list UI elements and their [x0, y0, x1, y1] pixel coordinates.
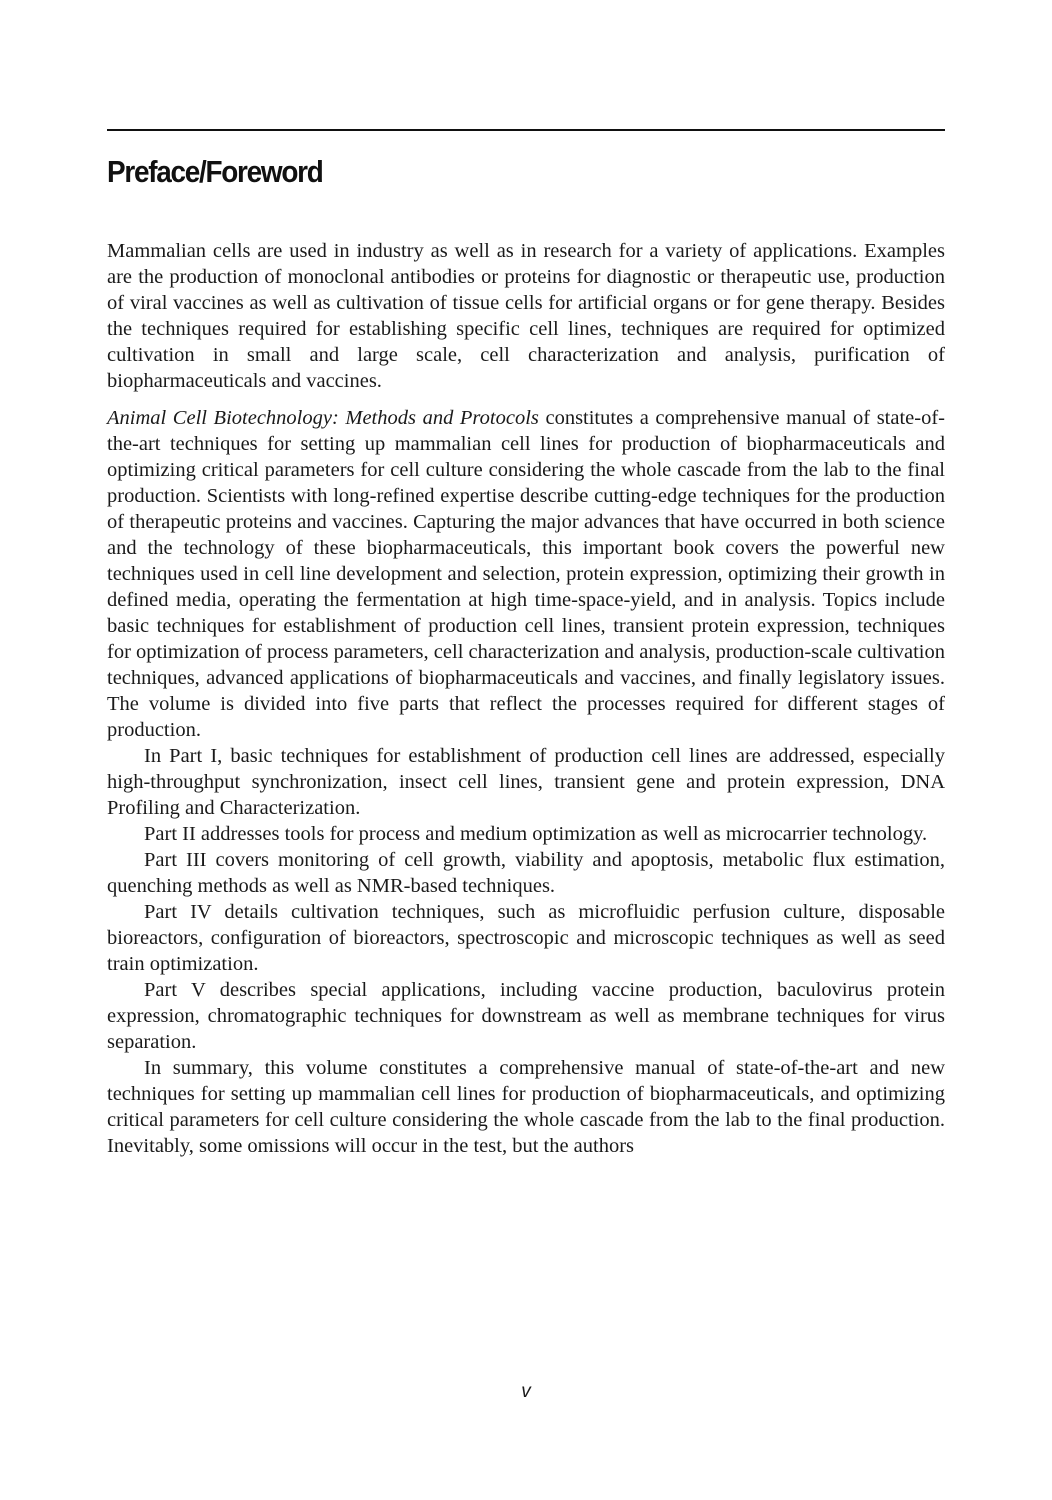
page — [107, 0, 945, 1500]
page-title: Preface/Foreword — [107, 154, 323, 189]
paragraph-part-1: In Part I, basic techniques for establishment of production cell lines are addressed, especially high-throughput synchronization, insect cell lines, transient gene and protein expression, DNA Profiling and Characterization. — [107, 745, 945, 819]
paragraph-part-4: Part IV details cultivation techniques, such as microfluidic perfusion culture, disposable bioreactors, configuration of bioreactors, spectroscopic and microscopic techniques as well as seed train optimization. — [107, 901, 945, 975]
paragraph-summary: In summary, this volume constitutes a comprehensive manual of state-of-the-art and new techniques for setting up mammalian cell lines for production of biopharmaceuticals, and optimizing critical parameters for cell culture considering the whole cascade from the lab to the final production. Inevitably, some omissions will occur in the test, but the authors — [107, 1057, 945, 1157]
paragraph-overview-text: constitutes a comprehensive manual of state-of-the-art techniques for setting up mammalian cell lines for production of biopharmaceuticals and optimizing critical parameters for cell culture considering the whole cascade from the lab to the final production. Scientists with long-refined expertise describe cutting-edge techniques for the production of therapeutic proteins and vaccines. Capturing the major advances that have occurred in both science and the technology of these biopharmaceuticals, this important book covers the powerful new techniques used in cell line development and selection, protein expression, optimizing their growth in defined media, operating the fermentation at high time-space-yield, and in analysis. Topics include basic techniques for establishment of production cell lines, transient protein expression, techniques for optimization of process parameters, cell characterization and analysis, production-scale cultivation techniques, advanced applications of biopharmaceuticals and vaccines, and finally legislatory issues. The volume is divided into five parts that reflect the processes required for different stages of production. — [107, 407, 945, 741]
body-text — [107, 238, 945, 1159]
paragraph-part-5: Part V describes special applications, including vaccine production, baculovirus protein expression, chromatographic techniques for downstream as well as membrane techniques for virus separation. — [107, 979, 945, 1053]
page-number: v — [521, 1381, 531, 1402]
top-rule — [107, 129, 945, 131]
paragraph-overview — [107, 405, 945, 743]
book-title: Animal Cell Biotechnology: Methods and Protocols — [107, 407, 539, 429]
paragraph-part-3: Part III covers monitoring of cell growth, viability and apoptosis, metabolic flux estimation, quenching methods as well as NMR-based techniques. — [107, 849, 945, 897]
paragraph-intro: Mammalian cells are used in industry as well as in research for a variety of applications. Examples are the production of monoclonal antibodies or proteins for diagnostic or therapeutic use, production of viral vaccines as well as cultivation of tissue cells for artificial organs or for gene therapy. Besides the techniques required for establishing specific cell lines, techniques are required for optimized cultivation in small and large scale, cell characterization and analysis, purification of biopharmaceuticals and vaccines. — [107, 240, 945, 392]
paragraph-part-2: Part II addresses tools for process and medium optimization as well as microcarrier technology. — [144, 823, 928, 845]
